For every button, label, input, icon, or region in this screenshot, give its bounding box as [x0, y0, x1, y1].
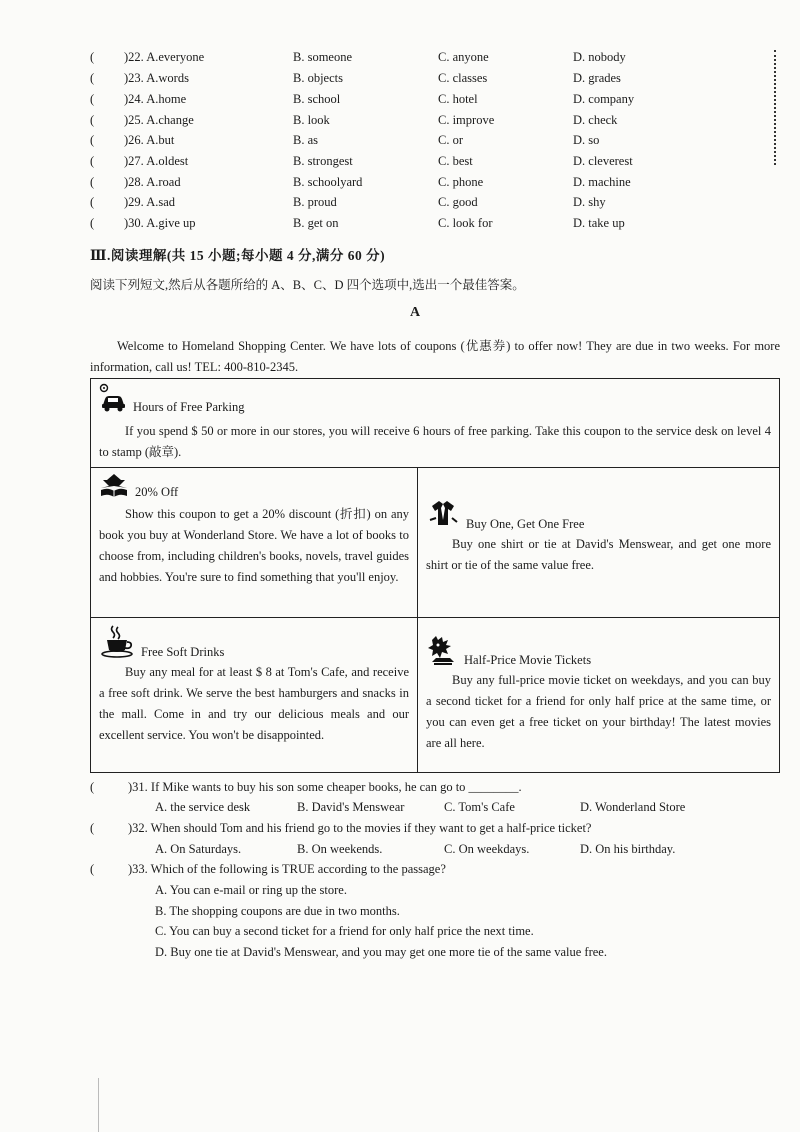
- coupon-movie-body: Buy any full-price movie ticket on weekdays, and you can buy a second ticket for a friend for only half price at the same time, or you can even get a free ticket on your birthday! The latest movies are all here.: [426, 673, 771, 750]
- q31-option-c[interactable]: C. Tom's Cafe: [444, 800, 515, 814]
- q32-option-b[interactable]: B. On weekends.: [297, 842, 383, 856]
- coupon-buy-one-title: Buy One, Get One Free: [466, 517, 585, 531]
- q33-option-d[interactable]: D. Buy one tie at David's Menswear, and you may get one more tie of the same value free.: [155, 945, 607, 959]
- coffee-cup-icon: [99, 624, 135, 662]
- cloze-row-26: ( )26. A.but B. as C. or D. so: [90, 133, 600, 147]
- coupon-discount-body: Show this coupon to get a 20% discount (折扣) on any book you buy at Wonderland Store. We have a lot of books to choose from, including children's books, novels, travel guides and hobbies. You're sure to find something that you'll enjoy.: [99, 507, 409, 584]
- car-icon: [99, 383, 127, 417]
- section-instruction: 阅读下列短文,然后从各题所给的 A、B、C、D 四个选项中,选出一个最佳答案。: [90, 278, 525, 292]
- cloze-row-24: ( )24. A.home B. school C. hotel D. company: [90, 92, 635, 106]
- cloze-row-29: ( )29. A.sad B. proud C. good D. shy: [90, 195, 606, 209]
- coupon-discount-header: [99, 472, 409, 502]
- coupon-drinks: [90, 617, 418, 773]
- q32-option-a[interactable]: A. On Saturdays.: [155, 842, 242, 856]
- cloze-row-23: ( )23. A.words B. objects C. classes D. grades: [90, 71, 621, 85]
- q33-option-a[interactable]: A. You can e-mail or ring up the store.: [155, 883, 347, 897]
- coupon-drinks-title: Free Soft Drinks: [141, 645, 225, 659]
- q31-option-d[interactable]: D. Wonderland Store: [580, 800, 686, 814]
- coupon-drinks-header: [99, 624, 409, 662]
- cloze-row-28: ( )28. A.road B. schoolyard C. phone D. machine: [90, 175, 631, 189]
- coupon-buy-one: [417, 467, 780, 618]
- passage-letter: A: [410, 305, 421, 320]
- coupon-discount-title: 20% Off: [135, 485, 179, 499]
- q32-option-d[interactable]: D. On his birthday.: [580, 842, 676, 856]
- coupon-parking-title: Hours of Free Parking: [133, 400, 245, 414]
- coupon-parking: [90, 378, 780, 468]
- coupon-discount: [90, 467, 418, 618]
- coupon-movie-title: Half-Price Movie Tickets: [464, 653, 592, 667]
- shirt-icon: [426, 496, 460, 534]
- q31-option-b[interactable]: B. David's Menswear: [297, 800, 405, 814]
- q33-option-c[interactable]: C. You can buy a second ticket for a friend for only half price the next time.: [155, 924, 534, 938]
- coupon-parking-body: If you spend $ 50 or more in our stores, you will receive 6 hours of free parking. Take this coupon to the service desk on level 4 to stamp (敲章).: [99, 424, 771, 459]
- coupon-buy-one-body: Buy one shirt or tie at David's Menswear, and get one more shirt or tie of the same value free.: [426, 537, 771, 572]
- q33-option-b[interactable]: B. The shopping coupons are due in two months.: [155, 904, 400, 918]
- coupon-parking-header: [99, 383, 771, 417]
- section-title: Ⅲ.阅读理解(共 15 小题;每小题 4 分,满分 60 分): [90, 248, 386, 263]
- cloze-row-25: ( )25. A.change B. look C. improve D. check: [90, 113, 618, 127]
- coupon-movie-header: [426, 634, 771, 670]
- movie-dragon-icon: [426, 634, 458, 670]
- passage-intro: Welcome to Homeland Shopping Center. We have lots of coupons (优惠券) to offer now! They are due in two weeks. For more information, call us! TEL: 400-810-2345.: [90, 339, 780, 374]
- cloze-row-22: ( )22. A.everyone B. someone C. anyone D. nobody: [90, 50, 626, 64]
- q32-option-c[interactable]: C. On weekdays.: [444, 842, 530, 856]
- coupon-buy-one-header: [426, 496, 771, 534]
- cloze-row-27: ( )27. A.oldest B. strongest C. best D. cleverest: [90, 154, 633, 168]
- margin-line: [98, 1078, 99, 1132]
- coupon-movie: [417, 617, 780, 773]
- cloze-row-30: ( )30. A.give up B. get on C. look for D. take up: [90, 216, 625, 230]
- q31-option-a[interactable]: A. the service desk: [155, 800, 251, 814]
- binding-dotted-line: [774, 50, 778, 165]
- book-icon: [99, 472, 129, 502]
- coupon-drinks-body: Buy any meal for at least $ 8 at Tom's Cafe, and receive a free soft drink. We serve the best hamburgers and snacks in the mall. Come in and try our delicious meals and our excellent service. You won't be disappointed.: [99, 665, 409, 742]
